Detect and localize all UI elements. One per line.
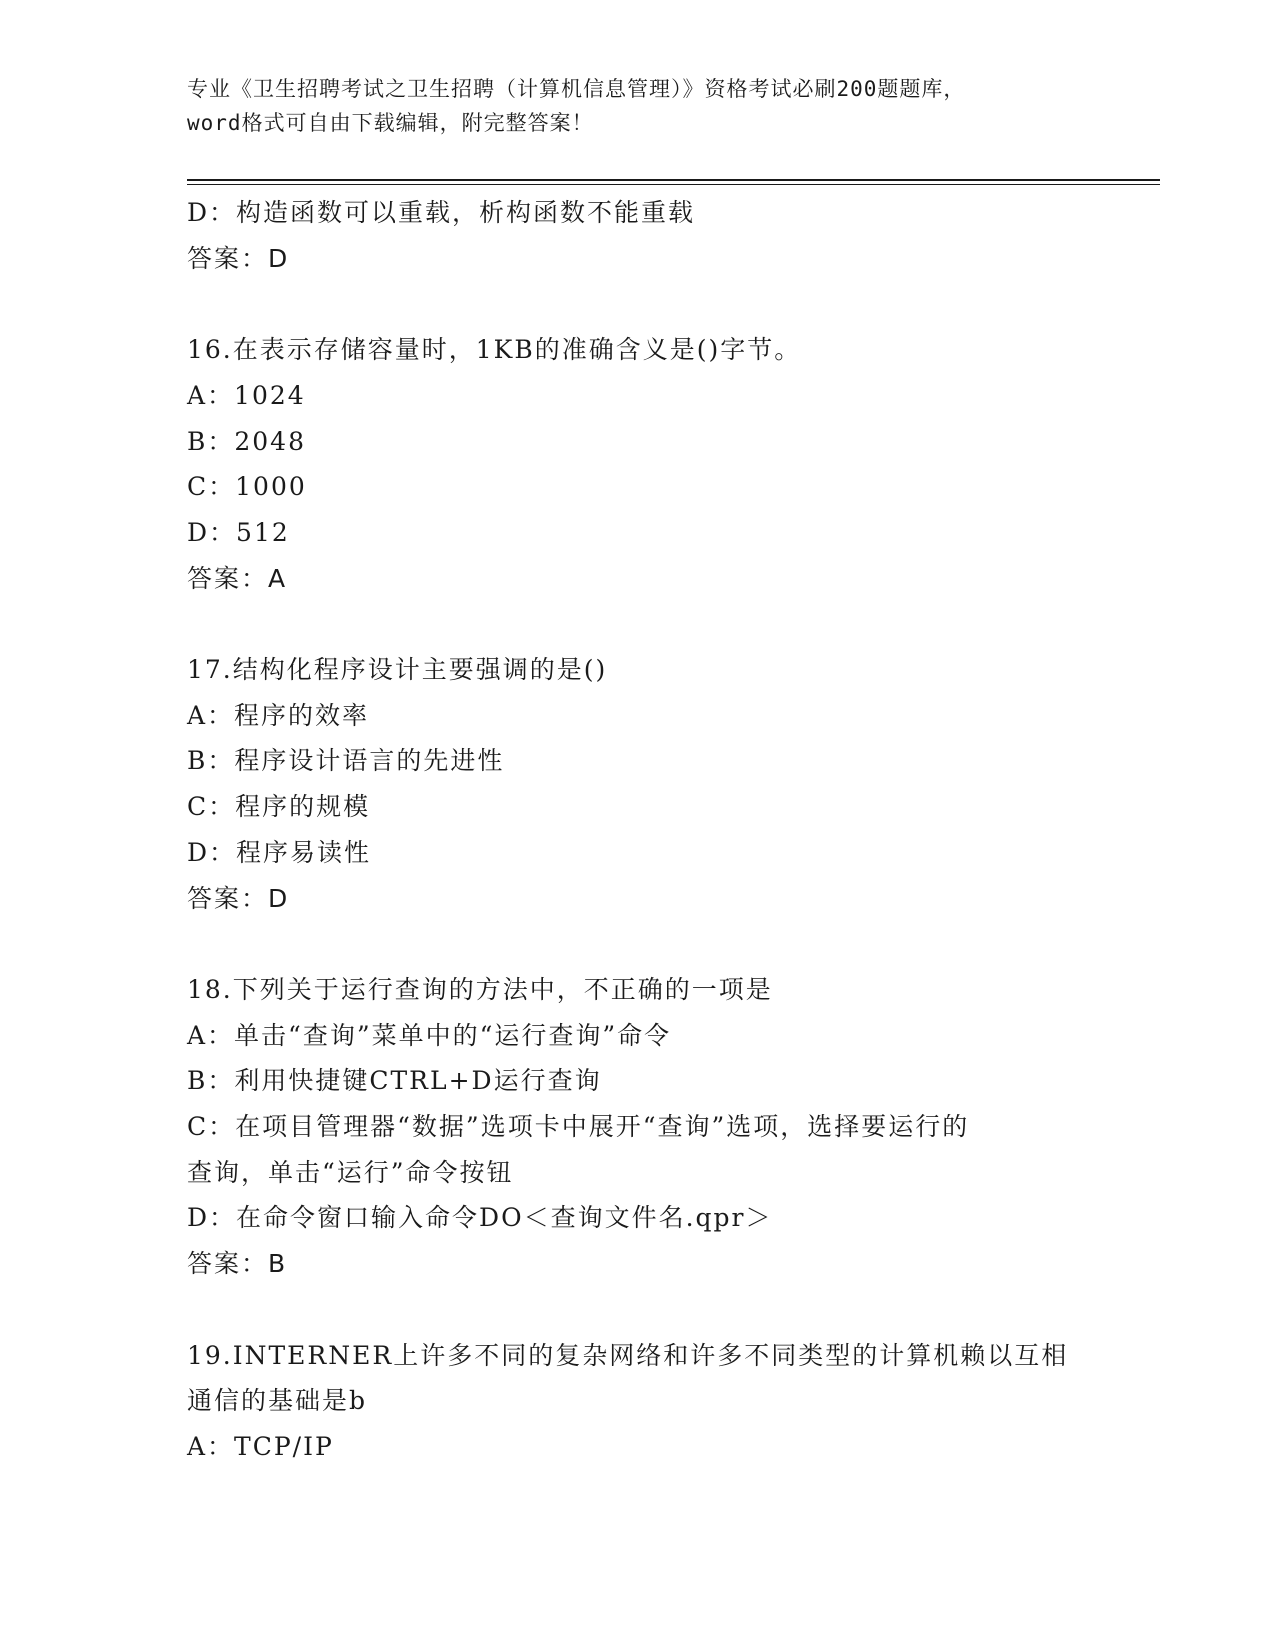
option-a: A：TCP/IP xyxy=(187,1431,334,1461)
option-d: D：在命令窗口输入命令DO＜查询文件名.qpr＞ xyxy=(187,1203,773,1233)
spacer xyxy=(187,601,1087,647)
answer-line: 答案：D xyxy=(187,243,290,273)
option-a: A：单击“查询”菜单中的“运行查询”命令 xyxy=(187,1020,672,1050)
header-title-line1: 专业《卫生招聘考试之卫生招聘（计算机信息管理）》资格考试必刷200题题库， xyxy=(187,77,966,101)
option-c-continued: 查询，单击“运行”命令按钮 xyxy=(187,1157,514,1187)
option-b: B：2048 xyxy=(187,426,306,456)
option-d: D：构造函数可以重载，析构函数不能重载 xyxy=(187,198,696,227)
question-stem: 19.INTERNER上许多不同的复杂网络和许多不同类型的计算机赖以互相 xyxy=(187,1340,1069,1370)
option-c: C：在项目管理器“数据”选项卡中展开“查询”选项，选择要运行的 xyxy=(187,1112,970,1142)
spacer xyxy=(187,1287,1087,1333)
option-a: A：程序的效率 xyxy=(187,700,370,730)
question-stem: 17.结构化程序设计主要强调的是() xyxy=(187,655,608,684)
spacer xyxy=(187,281,1087,327)
question-stem: 18.下列关于运行查询的方法中，不正确的一项是 xyxy=(187,974,773,1004)
header-divider-thick xyxy=(187,179,1160,181)
question-stem: 16.在表示存储容量时，1KB的准确含义是()字节。 xyxy=(187,335,802,365)
option-c: C：1000 xyxy=(187,472,307,502)
spacer xyxy=(187,921,1087,967)
option-a: A：1024 xyxy=(187,380,306,410)
option-b: B：程序设计语言的先进性 xyxy=(187,746,505,776)
answer-line: 答案：A xyxy=(187,563,288,593)
question-15-tail xyxy=(187,190,1087,281)
header-divider-thin xyxy=(187,184,1160,185)
option-c: C：程序的规模 xyxy=(187,792,371,822)
question-stem-continued: 通信的基础是b xyxy=(187,1386,368,1416)
question-18 xyxy=(187,967,1087,1287)
option-d: D：512 xyxy=(187,517,290,547)
option-b: B：利用快捷键CTRL+D运行查询 xyxy=(187,1066,602,1096)
document-header xyxy=(187,72,1087,140)
answer-line: 答案：D xyxy=(187,883,290,913)
option-d: D：程序易读性 xyxy=(187,837,372,867)
header-title-line2: word格式可自由下载编辑，附完整答案！ xyxy=(187,111,594,135)
question-16 xyxy=(187,327,1087,601)
answer-line: 答案：B xyxy=(187,1249,288,1279)
question-list xyxy=(187,190,1087,1470)
question-17 xyxy=(187,647,1087,921)
question-19 xyxy=(187,1333,1087,1470)
